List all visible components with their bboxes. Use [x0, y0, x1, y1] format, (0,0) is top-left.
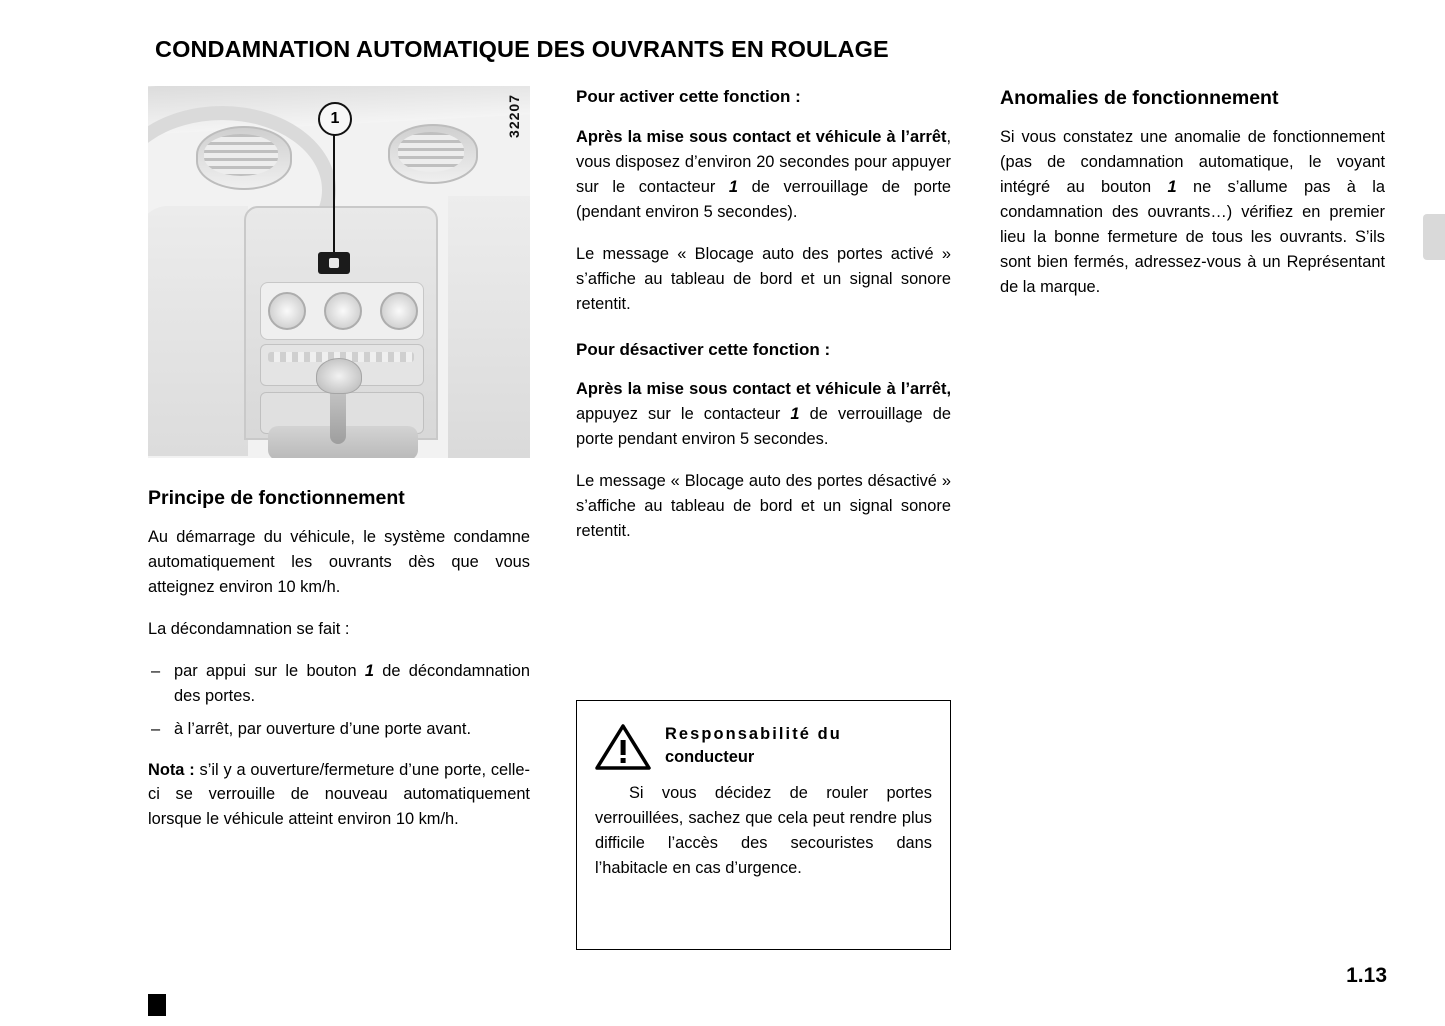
page-number: 1.13 [1346, 964, 1387, 987]
deactivate-number: 1 [790, 405, 800, 424]
warning-title-line-1: Responsabilité du [665, 725, 842, 743]
page-edge-tab [1423, 214, 1445, 260]
anomalies-text-b: ne s’allume pas à la condamnation des ouvrants…) vérifiez en premier lieu la bonne fermeture de tous les ouvrants. S’ils sont bien fermés, adressez-vous à un Représentant de la marque. [1000, 177, 1385, 296]
heading-principe: Principe de fonctionnement [148, 487, 405, 509]
callout-leader-line [333, 132, 335, 252]
column-left [148, 86, 530, 832]
list-item [148, 659, 530, 709]
door-lock-switch [318, 252, 350, 274]
bullet-1-pre: par appui sur le bouton [174, 661, 365, 680]
nota-label: Nota : [148, 760, 195, 779]
corner-mark [148, 994, 166, 1016]
heading-activate: Pour activer cette fonction : [576, 87, 801, 106]
list-item [148, 717, 530, 742]
deactivate-bold: Après la mise sous contact et véhicule à l’arrêt, [576, 380, 951, 399]
door-panel-shape [448, 196, 530, 458]
nota-text: s’il y a ouverture/fermeture d’une porte, celle-ci se verrouille de nouveau automatiquement lorsque le véhicule atteint environ 10 km/h. [148, 760, 530, 829]
anomalies-text-a: Si vous constatez une anomalie de fonctionnement (pas de condamnation automatique, le voyant intégré au bouton [1000, 127, 1385, 196]
activate-rest-b: de verrouillage de porte (pendant environ 5 secondes). [576, 177, 951, 221]
deactivate-rest-a: appuyez sur le contacteur [576, 405, 791, 424]
gear-lever-knob [316, 358, 362, 394]
callout-marker-1: 1 [318, 102, 352, 136]
paragraph-nota [148, 758, 530, 833]
column-middle [576, 86, 951, 544]
air-vent-right-slats [398, 132, 464, 172]
activate-rest-a: , vous disposez d’environ 20 secondes pour appuyer sur le contacteur [576, 127, 951, 196]
dashboard-illustration [148, 86, 530, 458]
activate-number: 1 [728, 177, 739, 196]
deactivate-rest-b: de verrouillage de porte pendant environ 5 secondes. [576, 405, 951, 449]
bullet-1-post: de décondamnation des portes. [174, 661, 530, 705]
paragraph-activate-message: Le message « Blocage auto des portes activé » s’affiche au tableau de bord et un signal sonore retentit. [576, 244, 951, 313]
bullet-1-number: 1 [364, 661, 374, 680]
warning-header [595, 723, 932, 771]
paragraph-activate [576, 125, 951, 225]
paragraph-anomalies [1000, 125, 1385, 300]
hvac-knob-1 [268, 292, 306, 330]
paragraph-principe-1: Au démarrage du véhicule, le système condamne automatiquement les ouvrants dès que vous atteignez environ 10 km/h. [148, 527, 530, 596]
warning-title [665, 723, 932, 769]
seat-shape [148, 206, 248, 456]
bullet-2-text: à l’arrêt, par ouverture d’une porte avant. [174, 719, 472, 738]
heading-anomalies: Anomalies de fonctionnement [1000, 87, 1279, 109]
paragraph-deactivate-message: Le message « Blocage auto des portes désactivé » s’affiche au tableau de bord et un signal sonore retentit. [576, 472, 951, 541]
hvac-knob-3 [380, 292, 418, 330]
paragraph-principe-2: La décondamnation se fait : [148, 619, 350, 638]
column-right [1000, 86, 1385, 300]
anomalies-number: 1 [1167, 177, 1177, 196]
bullet-dash: – [151, 719, 161, 738]
paragraph-deactivate [576, 377, 951, 452]
activate-bold: Après la mise sous contact et véhicule à l’arrêt [576, 127, 947, 146]
warning-title-line-2: conducteur [665, 747, 755, 766]
hvac-knob-2 [324, 292, 362, 330]
warning-triangle-icon [595, 723, 651, 771]
heading-deactivate: Pour désactiver cette fonction : [576, 339, 831, 359]
air-vent-left-slats [204, 134, 278, 176]
bullet-dash: – [151, 661, 161, 680]
figure-reference-number: 32207 [506, 94, 522, 138]
warning-body-text: Si vous décidez de rouler portes verrouillées, sachez que cela peut rendre plus difficile l’accès des secouristes dans l’habitacle en cas d’urgence. [595, 784, 932, 877]
page-title: CONDAMNATION AUTOMATIQUE DES OUVRANTS EN ROULAGE [155, 36, 889, 62]
warning-box [576, 700, 951, 950]
